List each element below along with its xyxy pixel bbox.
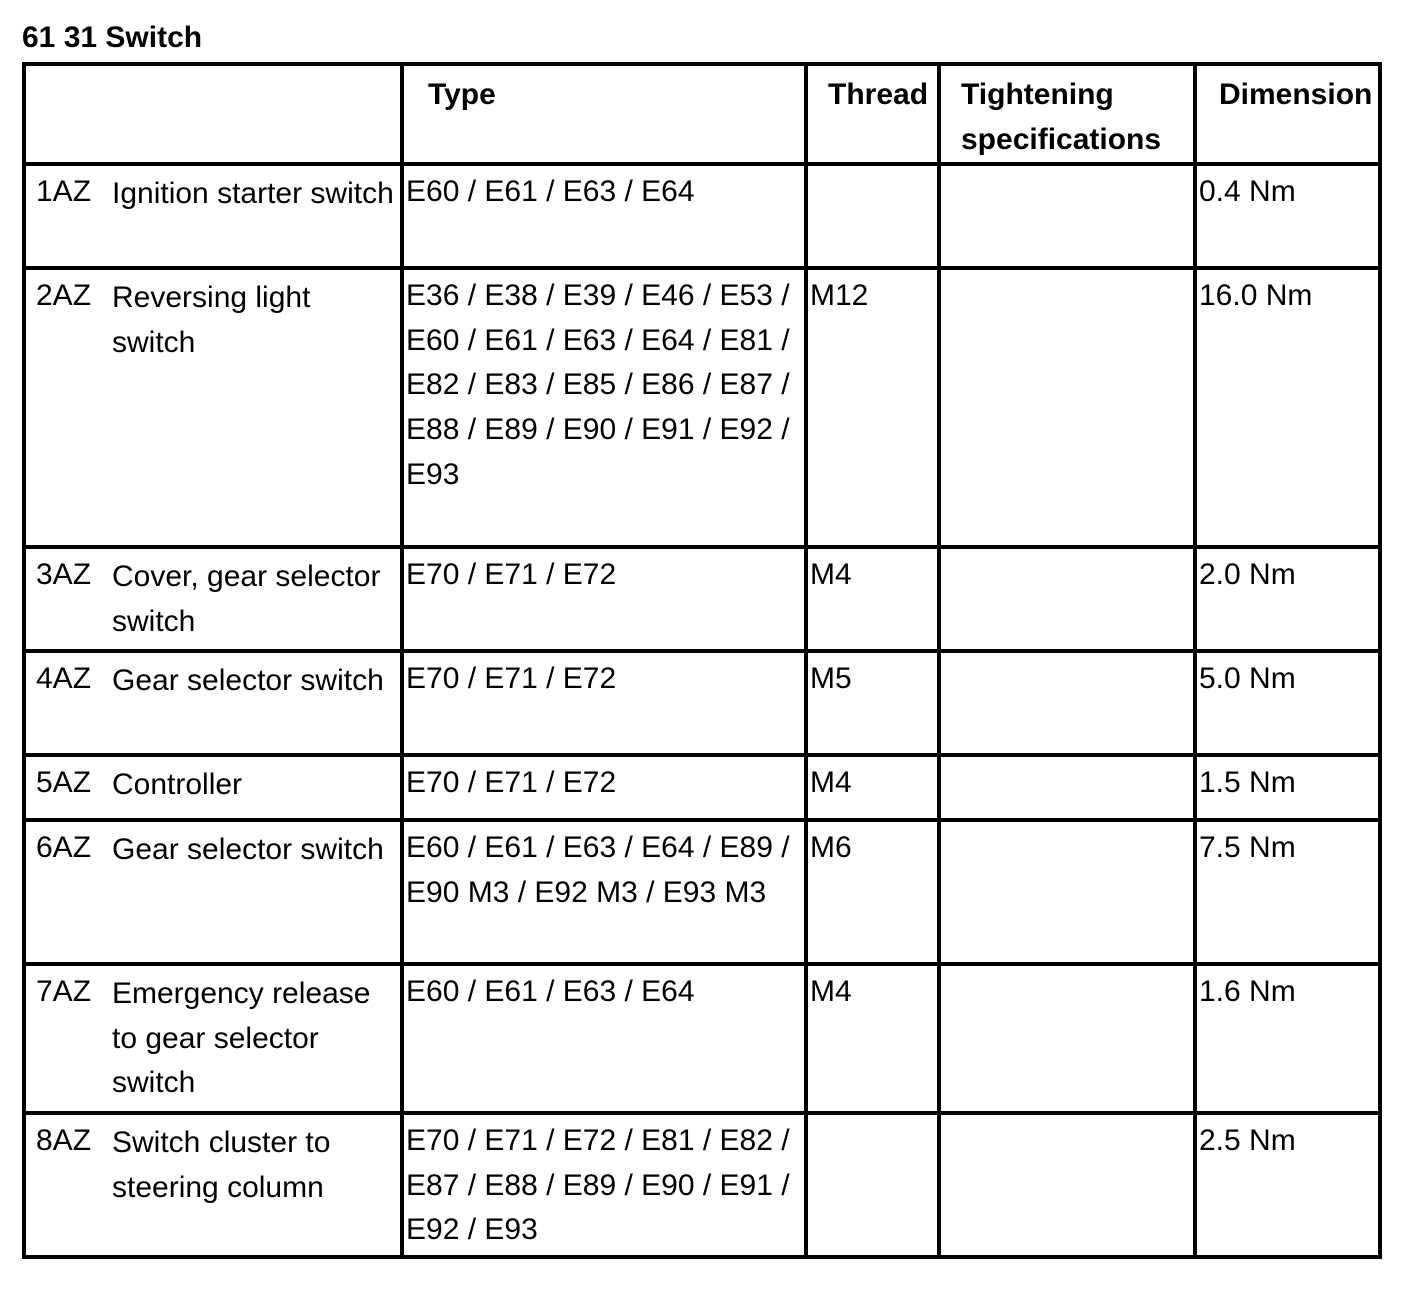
thread-cell bbox=[806, 164, 939, 268]
type-cell: E36 / E38 / E39 / E46 / E53 / E60 / E61 / E63 / E64 / E81 / E82 / E83 / E85 / E86 / E87 / E88 / E89 / E90 / E91 / E92 / E93 bbox=[402, 268, 806, 547]
type-cell: E70 / E71 / E72 bbox=[402, 755, 806, 820]
type-cell: E60 / E61 / E63 / E64 bbox=[402, 964, 806, 1113]
dimension-cell: 7.5 Nm bbox=[1195, 820, 1380, 964]
header-item bbox=[24, 64, 402, 164]
item-description: Reversing light switch bbox=[112, 281, 311, 359]
table-row bbox=[24, 1113, 1380, 1257]
thread-cell: M4 bbox=[806, 755, 939, 820]
item-cell bbox=[24, 964, 402, 1113]
thread-cell: M4 bbox=[806, 964, 939, 1113]
thread-cell bbox=[806, 1113, 939, 1257]
item-code: 8AZ bbox=[36, 1124, 92, 1158]
header-row bbox=[24, 64, 1380, 164]
page-title: 61 31 Switch bbox=[22, 21, 203, 54]
item-description: Controller bbox=[112, 768, 243, 802]
thread-cell: M5 bbox=[806, 651, 939, 755]
item-description: Gear selector switch bbox=[112, 664, 384, 698]
item-cell bbox=[24, 268, 402, 547]
table-row bbox=[24, 964, 1380, 1113]
header-type: Type bbox=[402, 64, 806, 164]
dimension-cell: 1.5 Nm bbox=[1195, 755, 1380, 820]
item-code: 6AZ bbox=[36, 831, 92, 865]
tightening-cell bbox=[939, 1113, 1195, 1257]
dimension-cell: 2.5 Nm bbox=[1195, 1113, 1380, 1257]
item-description: Cover, gear selector switch bbox=[112, 560, 381, 638]
tightening-cell bbox=[939, 164, 1195, 268]
item-code: 4AZ bbox=[36, 662, 92, 696]
thread-cell: M4 bbox=[806, 547, 939, 651]
item-code: 3AZ bbox=[36, 558, 92, 592]
dimension-cell: 0.4 Nm bbox=[1195, 164, 1380, 268]
type-cell: E60 / E61 / E63 / E64 bbox=[402, 164, 806, 268]
table-row bbox=[24, 164, 1380, 268]
dimension-cell: 5.0 Nm bbox=[1195, 651, 1380, 755]
item-description: Gear selector switch bbox=[112, 833, 384, 867]
tightening-cell bbox=[939, 547, 1195, 651]
item-cell bbox=[24, 547, 402, 651]
header-tightening: Tightening specifications bbox=[939, 64, 1195, 164]
type-cell: E60 / E61 / E63 / E64 / E89 / E90 M3 / E92 M3 / E93 M3 bbox=[402, 820, 806, 964]
item-description: Switch cluster to steering column bbox=[112, 1126, 331, 1204]
type-cell: E70 / E71 / E72 bbox=[402, 547, 806, 651]
tightening-cell bbox=[939, 651, 1195, 755]
item-cell bbox=[24, 820, 402, 964]
item-code: 5AZ bbox=[36, 766, 92, 800]
thread-cell: M6 bbox=[806, 820, 939, 964]
item-code: 7AZ bbox=[36, 975, 92, 1009]
item-cell bbox=[24, 164, 402, 268]
type-cell: E70 / E71 / E72 bbox=[402, 651, 806, 755]
item-cell bbox=[24, 651, 402, 755]
item-description: Emergency release to gear selector switch bbox=[112, 977, 371, 1100]
thread-cell: M12 bbox=[806, 268, 939, 547]
item-code: 2AZ bbox=[36, 279, 92, 313]
item-cell bbox=[24, 755, 402, 820]
tightening-cell bbox=[939, 755, 1195, 820]
tightening-cell bbox=[939, 964, 1195, 1113]
table-row bbox=[24, 755, 1380, 820]
item-cell bbox=[24, 1113, 402, 1257]
torque-spec-table bbox=[22, 62, 1382, 1259]
type-cell: E70 / E71 / E72 / E81 / E82 / E87 / E88 / E89 / E90 / E91 / E92 / E93 bbox=[402, 1113, 806, 1257]
dimension-cell: 16.0 Nm bbox=[1195, 268, 1380, 547]
table-row bbox=[24, 820, 1380, 964]
tightening-cell bbox=[939, 268, 1195, 547]
dimension-cell: 2.0 Nm bbox=[1195, 547, 1380, 651]
dimension-cell: 1.6 Nm bbox=[1195, 964, 1380, 1113]
table-row bbox=[24, 547, 1380, 651]
tightening-cell bbox=[939, 820, 1195, 964]
table-row bbox=[24, 651, 1380, 755]
table-row bbox=[24, 268, 1380, 547]
item-description: Ignition starter switch bbox=[112, 177, 394, 211]
header-dimension: Dimension bbox=[1195, 64, 1380, 164]
header-thread: Thread bbox=[806, 64, 939, 164]
item-code: 1AZ bbox=[36, 175, 92, 209]
